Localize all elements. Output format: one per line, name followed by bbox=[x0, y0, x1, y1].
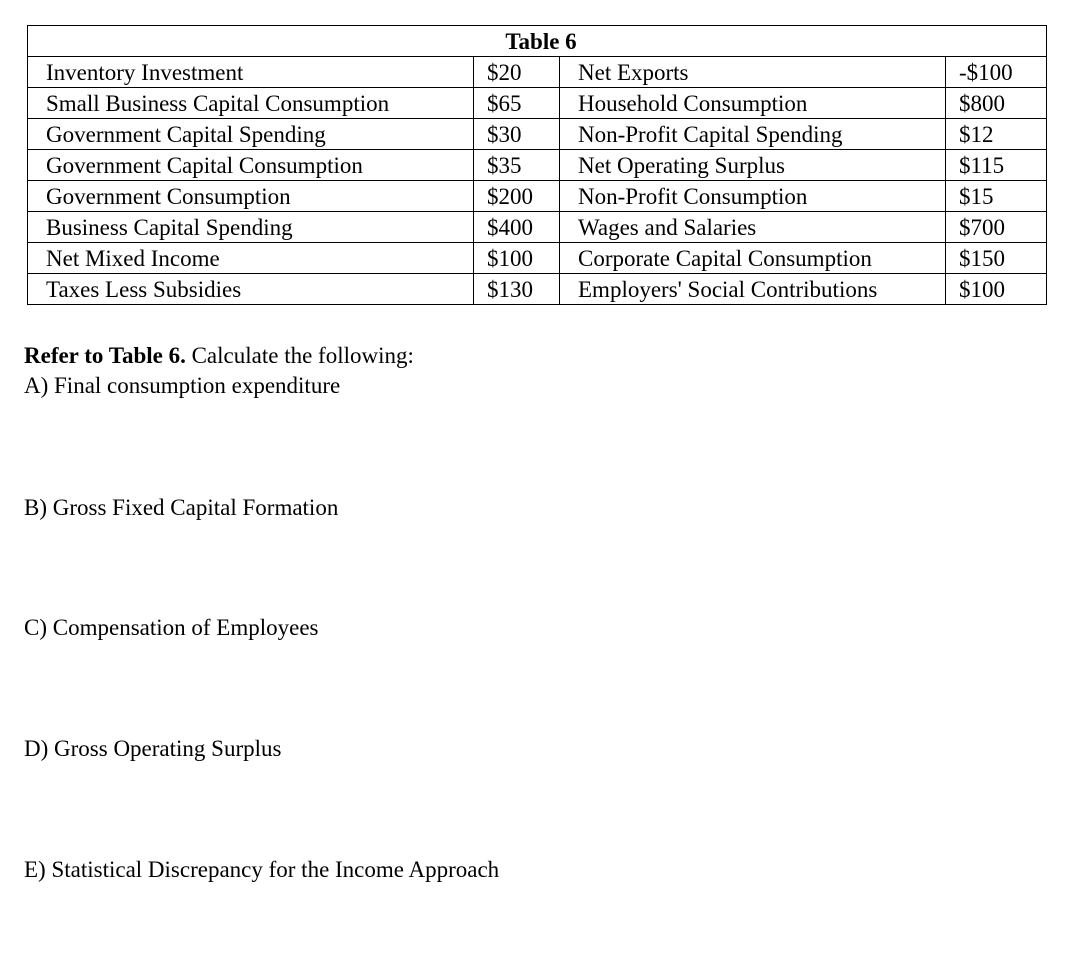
right-label-cell: Non-Profit Consumption bbox=[560, 181, 946, 212]
question-d: D) Gross Operating Surplus bbox=[24, 736, 282, 761]
table-row bbox=[28, 57, 1047, 88]
table-row bbox=[28, 181, 1047, 212]
question-e: E) Statistical Discrepancy for the Income Approach bbox=[24, 857, 500, 882]
left-value-cell: $100 bbox=[474, 243, 560, 274]
left-label-cell: Government Capital Spending bbox=[28, 119, 474, 150]
left-value-cell: $30 bbox=[474, 119, 560, 150]
table-row bbox=[28, 274, 1047, 305]
left-label-cell: Business Capital Spending bbox=[28, 212, 474, 243]
left-value-cell: $200 bbox=[474, 181, 560, 212]
question-b: B) Gross Fixed Capital Formation bbox=[24, 495, 339, 520]
table-row bbox=[28, 243, 1047, 274]
right-value-cell: -$100 bbox=[946, 57, 1047, 88]
right-label-cell: Wages and Salaries bbox=[560, 212, 946, 243]
left-label-cell: Net Mixed Income bbox=[28, 243, 474, 274]
table-row bbox=[28, 88, 1047, 119]
table-row bbox=[28, 150, 1047, 181]
left-label-cell: Inventory Investment bbox=[28, 57, 474, 88]
right-label-cell: Household Consumption bbox=[560, 88, 946, 119]
question-prompt bbox=[24, 341, 414, 371]
table-title-cell bbox=[28, 26, 1047, 57]
right-value-cell: $150 bbox=[946, 243, 1047, 274]
left-value-cell: $35 bbox=[474, 150, 560, 181]
question-c: C) Compensation of Employees bbox=[24, 615, 319, 640]
right-value-cell: $100 bbox=[946, 274, 1047, 305]
left-label-cell: Government Capital Consumption bbox=[28, 150, 474, 181]
table-title: Table 6 bbox=[505, 28, 577, 54]
left-value-cell: $65 bbox=[474, 88, 560, 119]
right-label-cell: Employers' Social Contributions bbox=[560, 274, 946, 305]
prompt-instruction: Calculate the following: bbox=[191, 343, 414, 368]
table-title-row bbox=[28, 26, 1047, 57]
right-label-cell: Net Operating Surplus bbox=[560, 150, 946, 181]
left-label-cell: Small Business Capital Consumption bbox=[28, 88, 474, 119]
left-label-cell: Government Consumption bbox=[28, 181, 474, 212]
right-value-cell: $15 bbox=[946, 181, 1047, 212]
left-value-cell: $20 bbox=[474, 57, 560, 88]
right-label-cell: Non-Profit Capital Spending bbox=[560, 119, 946, 150]
right-label-cell: Net Exports bbox=[560, 57, 946, 88]
prompt-reference: Refer to Table 6. bbox=[24, 343, 186, 368]
data-table bbox=[27, 25, 1047, 305]
left-value-cell: $400 bbox=[474, 212, 560, 243]
left-label-cell: Taxes Less Subsidies bbox=[28, 274, 474, 305]
right-value-cell: $800 bbox=[946, 88, 1047, 119]
right-value-cell: $700 bbox=[946, 212, 1047, 243]
table-row bbox=[28, 119, 1047, 150]
table-row bbox=[28, 212, 1047, 243]
question-a: A) Final consumption expenditure bbox=[24, 373, 341, 398]
left-value-cell: $130 bbox=[474, 274, 560, 305]
right-value-cell: $12 bbox=[946, 119, 1047, 150]
right-value-cell: $115 bbox=[946, 150, 1047, 181]
right-label-cell: Corporate Capital Consumption bbox=[560, 243, 946, 274]
